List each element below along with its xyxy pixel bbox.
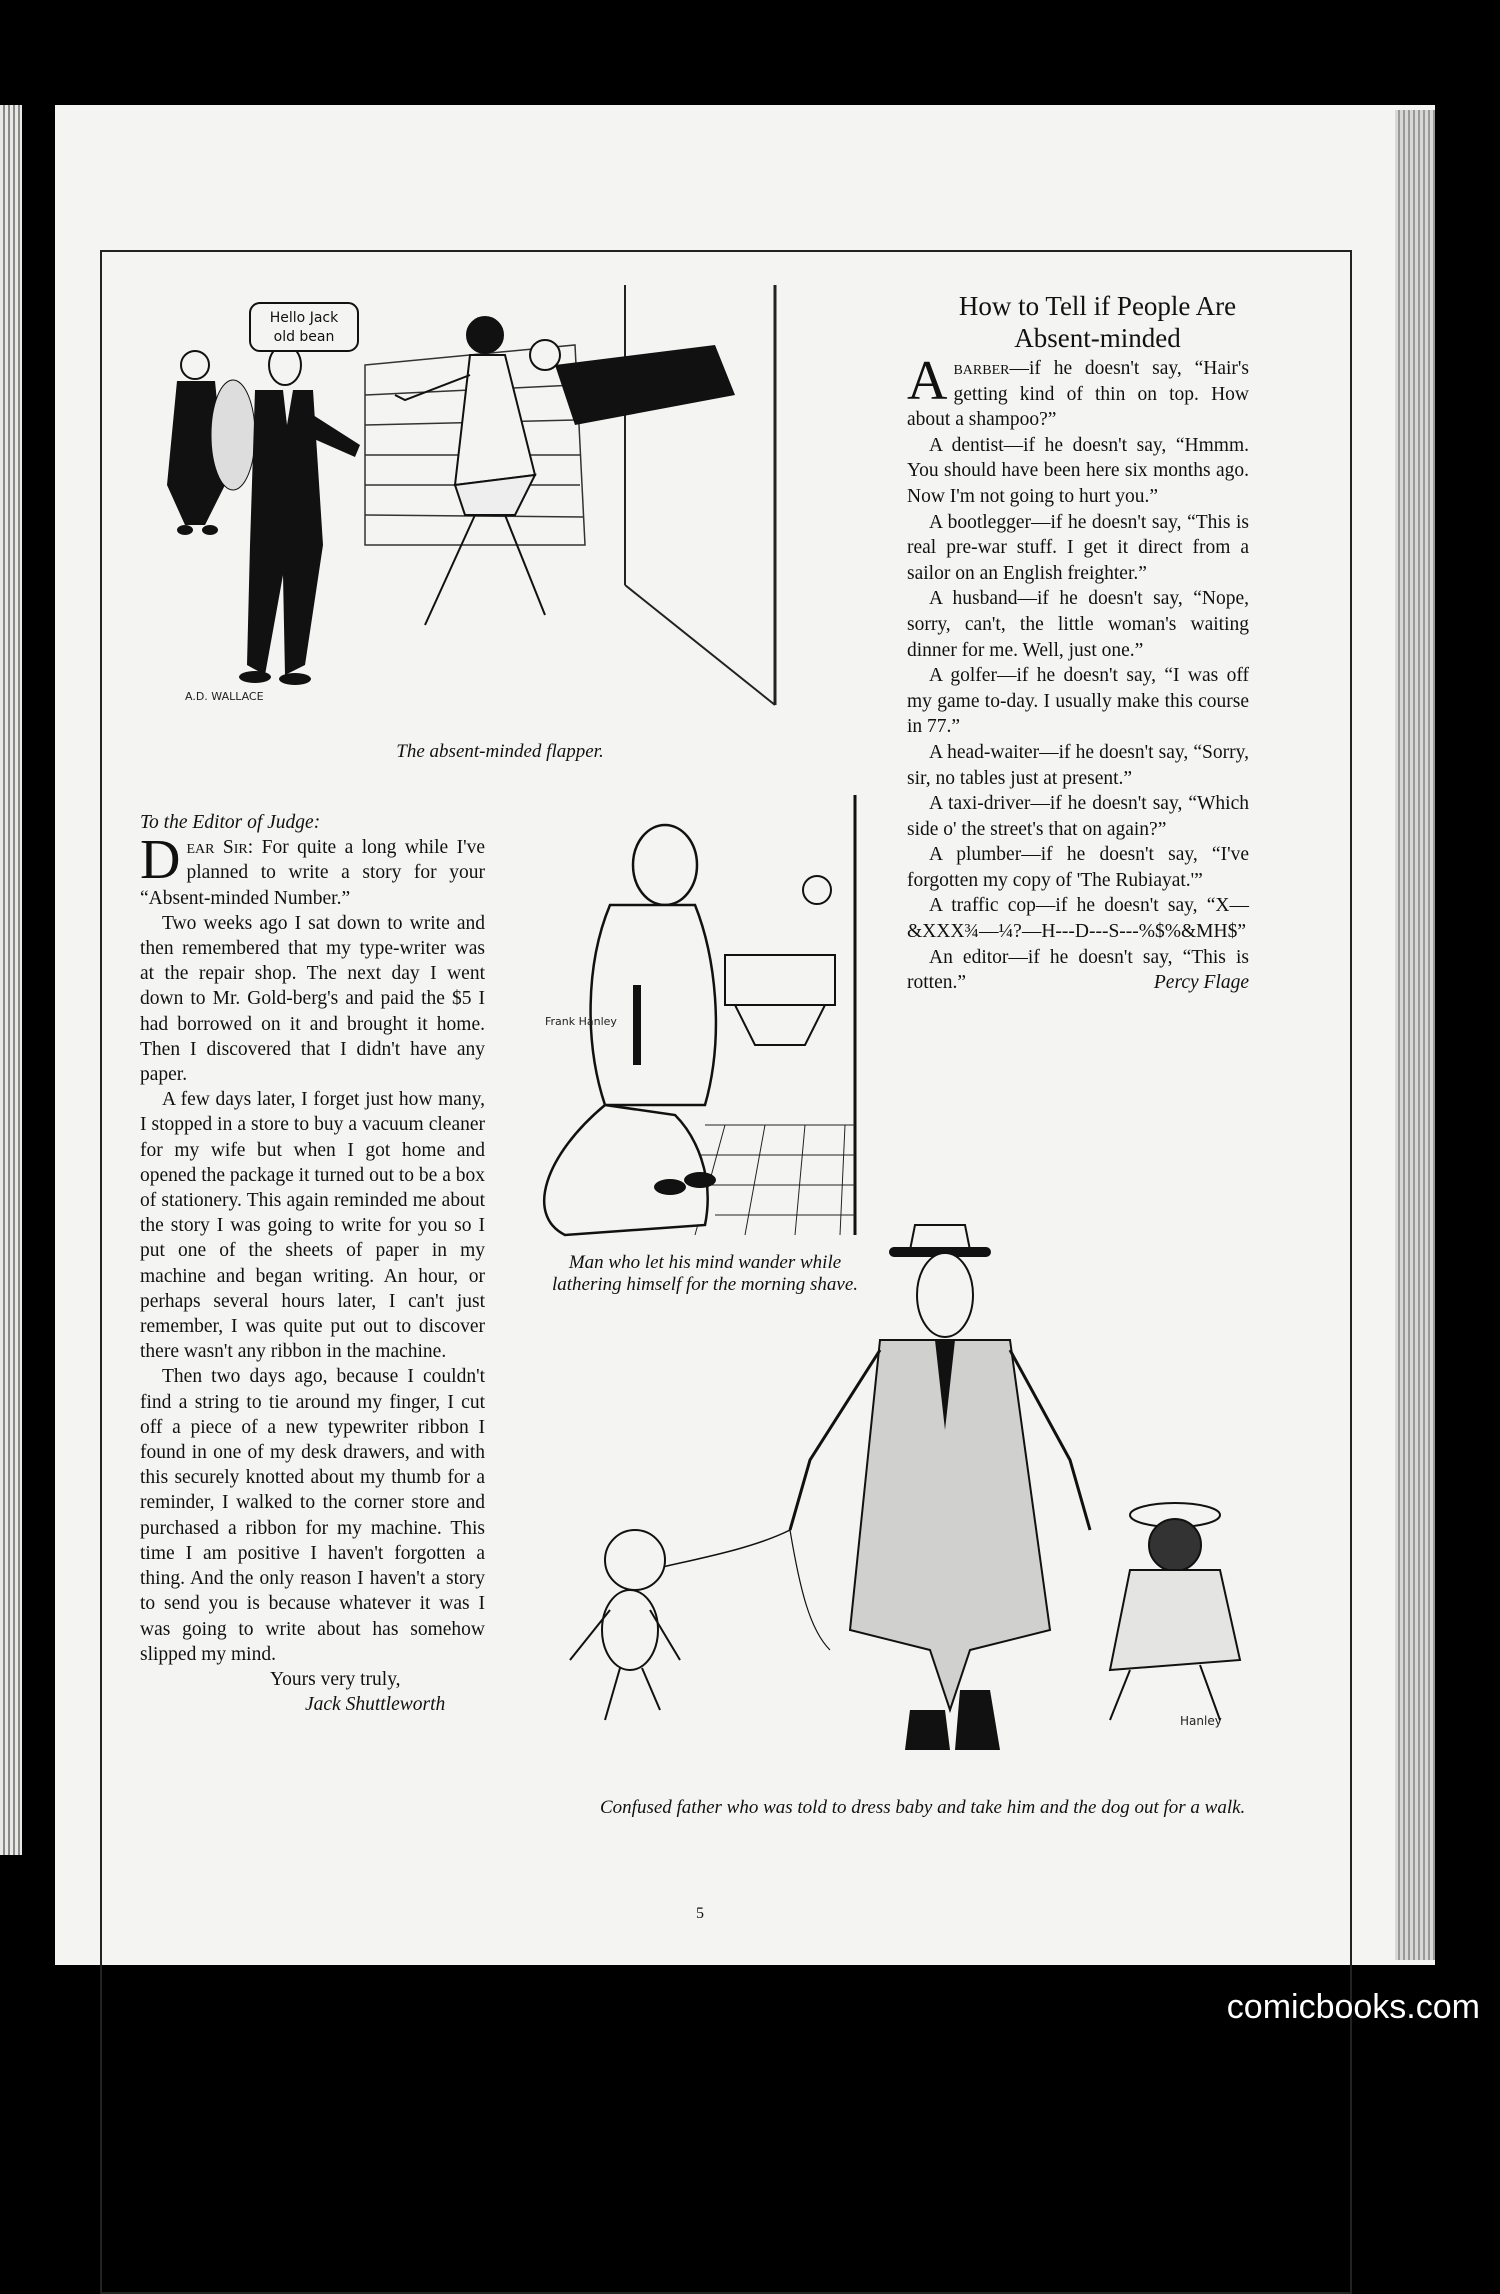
article-last-text: An editor—if he doesn't say, “This is rotten.” <box>907 946 1249 994</box>
flapper-caption: The absent-minded flapper. <box>396 741 604 762</box>
article-paragraph: A husband—if he doesn't say, “Nope, sorry, can't, the little woman's waiting dinner for me. Well, just one.” <box>907 588 1249 661</box>
article-first-text: —if he doesn't say, “Hair's getting kind of thin on top. How about a shampoo?” <box>907 358 1249 431</box>
right-page-edge <box>1395 110 1435 1960</box>
letter-paragraph: Two weeks ago I sat down to write and then remembered that my type-writer was at the repair shop. The next day I went down to Mr. Gold-berg's and paid the $5 I had borrowed on it and brought it home. Then I discovered that I didn't have any paper. <box>140 912 485 1086</box>
letter-closing: Yours very truly, <box>270 1668 401 1690</box>
article-paragraph <box>907 945 1249 996</box>
article-paragraph <box>907 350 1249 433</box>
article-paragraph: A dentist—if he doesn't say, “Hmmm. You should have been here six months ago. Now I'm not going to hurt you.” <box>907 434 1249 507</box>
letter-dropcap: D <box>140 829 181 892</box>
letter-salutation: To the Editor of Judge: <box>140 812 321 833</box>
article-paragraph: A taxi-driver—if he doesn't say, “Which side o' the street's that on again?” <box>907 793 1249 840</box>
article-paragraph: A plumber—if he doesn't say, “I've forgotten my copy of 'The Rubiayat.'” <box>907 844 1249 891</box>
article-title <box>900 290 1295 354</box>
father-signature: Hanley <box>1180 1714 1222 1728</box>
article-author: Percy Flage <box>1153 972 1249 994</box>
father-caption: Confused father who was told to dress baby and take him and the dog out for a walk. <box>600 1797 1246 1818</box>
flapper-cartoon <box>155 285 795 720</box>
svg-text:Hello Jack: Hello Jack <box>269 310 339 326</box>
watermark: comicbooks.com <box>1226 1988 1480 2026</box>
article-first-lead: barber <box>953 358 1010 379</box>
article-paragraph: A head-waiter—if he doesn't say, “Sorry, sir, no tables just at present.” <box>907 741 1249 789</box>
article-body <box>907 350 1249 996</box>
father-cartoon <box>550 1190 1270 1780</box>
article-paragraph: A traffic cop—if he doesn't say, “X—&XXX¾—¼?—H---D---S---%$%&MH$” <box>907 895 1249 943</box>
article-title-line1: How to Tell if People Are <box>958 291 1237 321</box>
shaving-cartoon <box>525 795 865 1250</box>
shaving-signature: Frank Hanley <box>545 1015 617 1028</box>
article-dropcap: A <box>907 350 948 412</box>
article-paragraph: A bootlegger—if he doesn't say, “This is real pre-war stuff. I get it direct from a sailor on an English freighter.” <box>907 511 1249 584</box>
article-paragraph: A golfer—if he doesn't say, “I was off my game to-day. I usually make this course in 77.” <box>907 665 1249 738</box>
article-title-line2: Absent-minded <box>1014 323 1181 353</box>
svg-text:old bean: old bean <box>273 329 335 345</box>
flapper-signature: A.D. WALLACE <box>185 690 264 703</box>
letter-signature: Jack Shuttleworth <box>305 1694 446 1716</box>
letter-first-paragraph <box>140 829 486 911</box>
letter-first-text: For quite a long while I've planned to write a story for your “Absent-minded Number.” <box>140 837 486 909</box>
letter-paragraph: A few days later, I forget just how many, I stopped in a store to buy a vacuum cleaner for my wife but when I got home and opened the package it turned out to be a box of stationery. This again reminded me about the story I was going to write for you so I put one of the sheets of paper in my machine and began writing. An hour, or perhaps several hours later, I can't just remember, I was quite put out to discover there wasn't any ribbon in the machine. <box>140 1089 485 1363</box>
letter-dear-sir: ear Sir: <box>186 837 254 859</box>
page-number: 5 <box>696 1905 704 1922</box>
shaving-caption: Man who let his mind wander while lathering himself for the morning shave. <box>551 1252 859 1295</box>
left-page-edge <box>0 105 22 1855</box>
letter-paragraph: Then two days ago, because I couldn't find a string to tie around my finger, I cut off a piece of a new typewriter ribbon I found in one of my desk drawers, and with this securely knotted about my thumb for a reminder, I walked to the corner store and purchased a ribbon for my machine. This time I am positive I haven't forgotten a thing. And the only reason I haven't a story to send you is because whatever it was I was going to write about has somehow slipped my mind. <box>140 1366 485 1665</box>
letter <box>140 810 485 1717</box>
